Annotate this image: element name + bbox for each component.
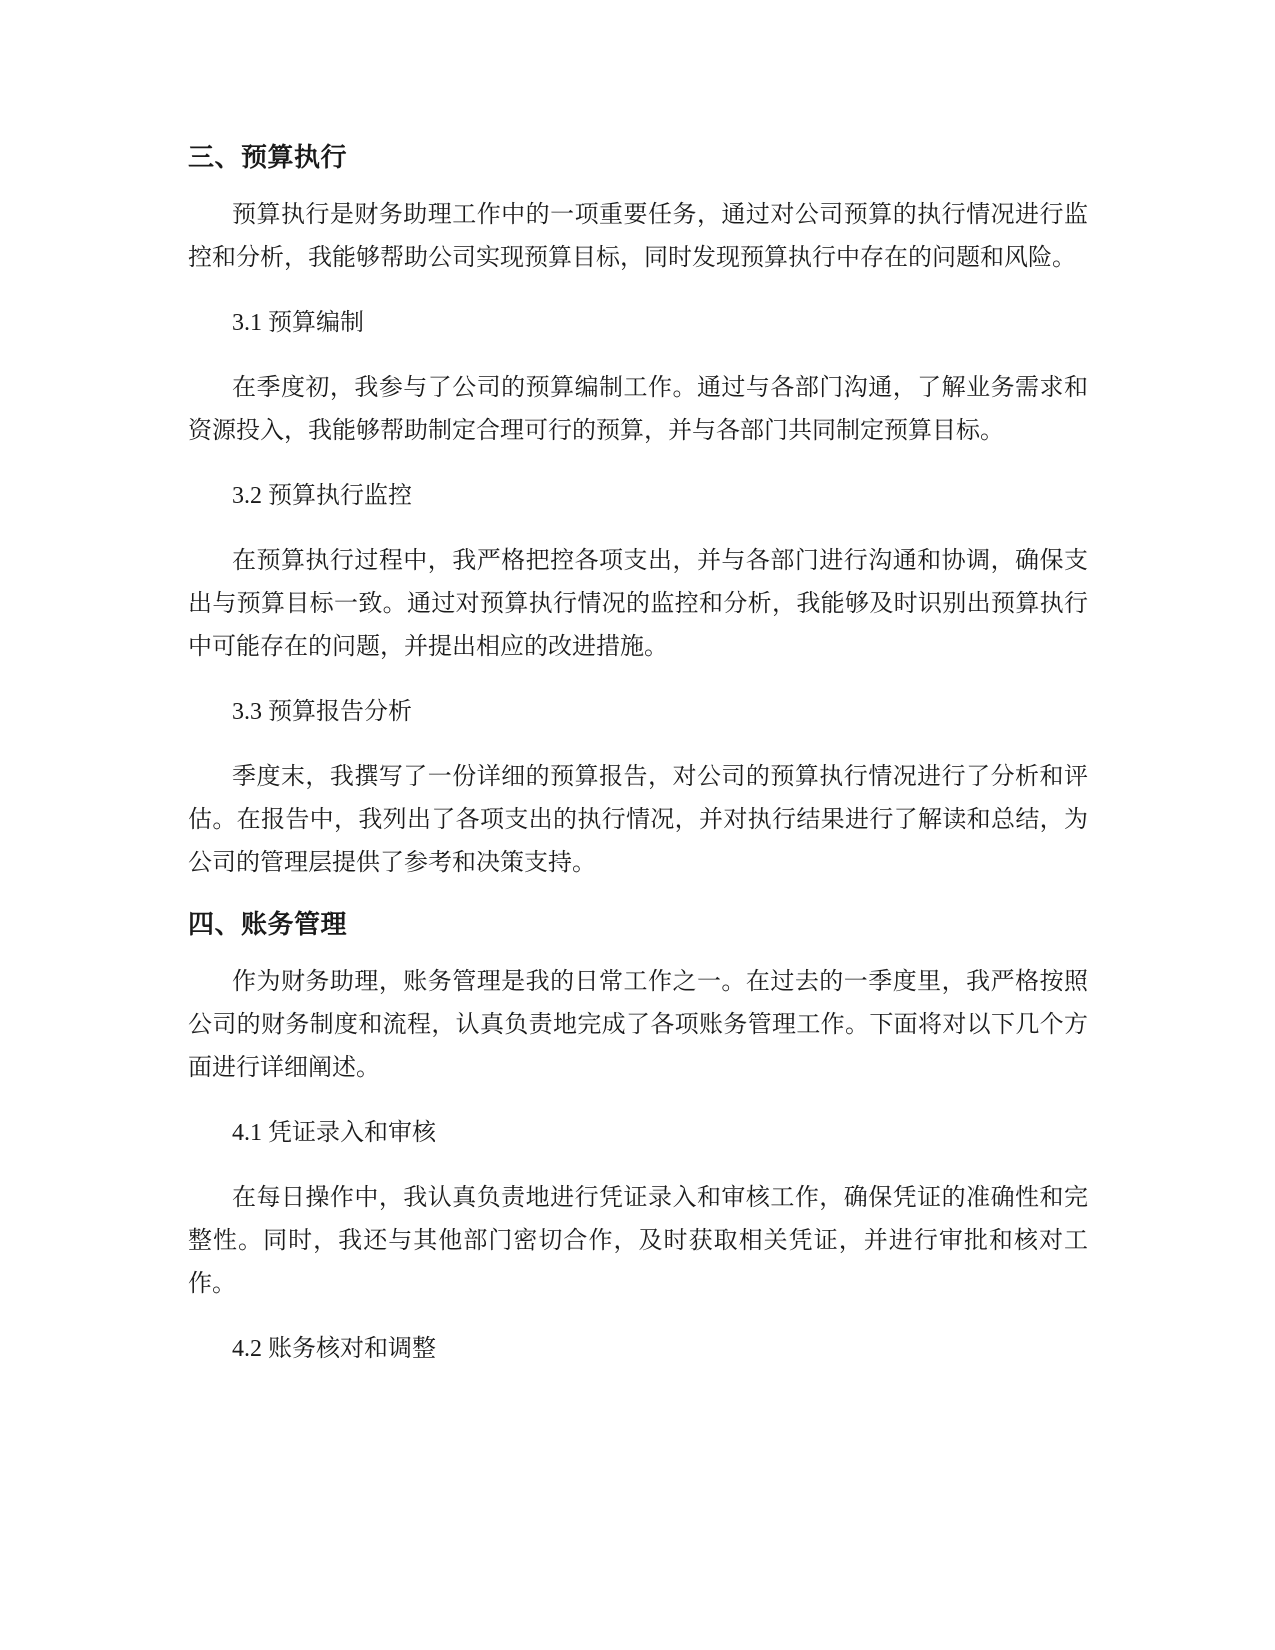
subsection-title-4-1: 4.1 凭证录入和审核	[232, 1120, 436, 1146]
subsection-body-3-2: 在预算执行过程中，我严格把控各项支出，并与各部门进行沟通和协调，确保支出与预算目标一致。通过对预算执行情况的监控和分析，我能够及时识别出预算执行中可能存在的问题，并提出相应的改进措施。	[188, 548, 1088, 660]
section-intro-budget-execution: 预算执行是财务助理工作中的一项重要任务，通过对公司预算的执行情况进行监控和分析，我能够帮助公司实现预算目标，同时发现预算执行中存在的问题和风险。	[188, 202, 1088, 271]
subsection-title-3-3: 3.3 预算报告分析	[232, 699, 412, 725]
section-intro-accounting-management: 作为财务助理，账务管理是我的日常工作之一。在过去的一季度里，我严格按照公司的财务制度和流程，认真负责地完成了各项账务管理工作。下面将对以下几个方面进行详细阐述。	[188, 969, 1088, 1081]
subsection-title-3-2: 3.2 预算执行监控	[232, 483, 412, 509]
subsection-body-3-1: 在季度初，我参与了公司的预算编制工作。通过与各部门沟通，了解业务需求和资源投入，我能够帮助制定合理可行的预算，并与各部门共同制定预算目标。	[188, 375, 1088, 444]
document-content	[188, 140, 1088, 1393]
subsection-title-3-1: 3.1 预算编制	[232, 310, 364, 336]
subsection-body-3-3: 季度末，我撰写了一份详细的预算报告，对公司的预算执行情况进行了分析和评估。在报告中，我列出了各项支出的执行情况，并对执行结果进行了解读和总结，为公司的管理层提供了参考和决策支持。	[188, 764, 1088, 876]
subsection-title-4-2: 4.2 账务核对和调整	[232, 1336, 436, 1362]
section-heading-budget-execution: 三、预算执行	[188, 143, 348, 173]
subsection-body-4-1: 在每日操作中，我认真负责地进行凭证录入和审核工作，确保凭证的准确性和完整性。同时，我还与其他部门密切合作，及时获取相关凭证，并进行审批和核对工作。	[188, 1185, 1088, 1297]
section-heading-accounting-management: 四、账务管理	[188, 910, 348, 940]
